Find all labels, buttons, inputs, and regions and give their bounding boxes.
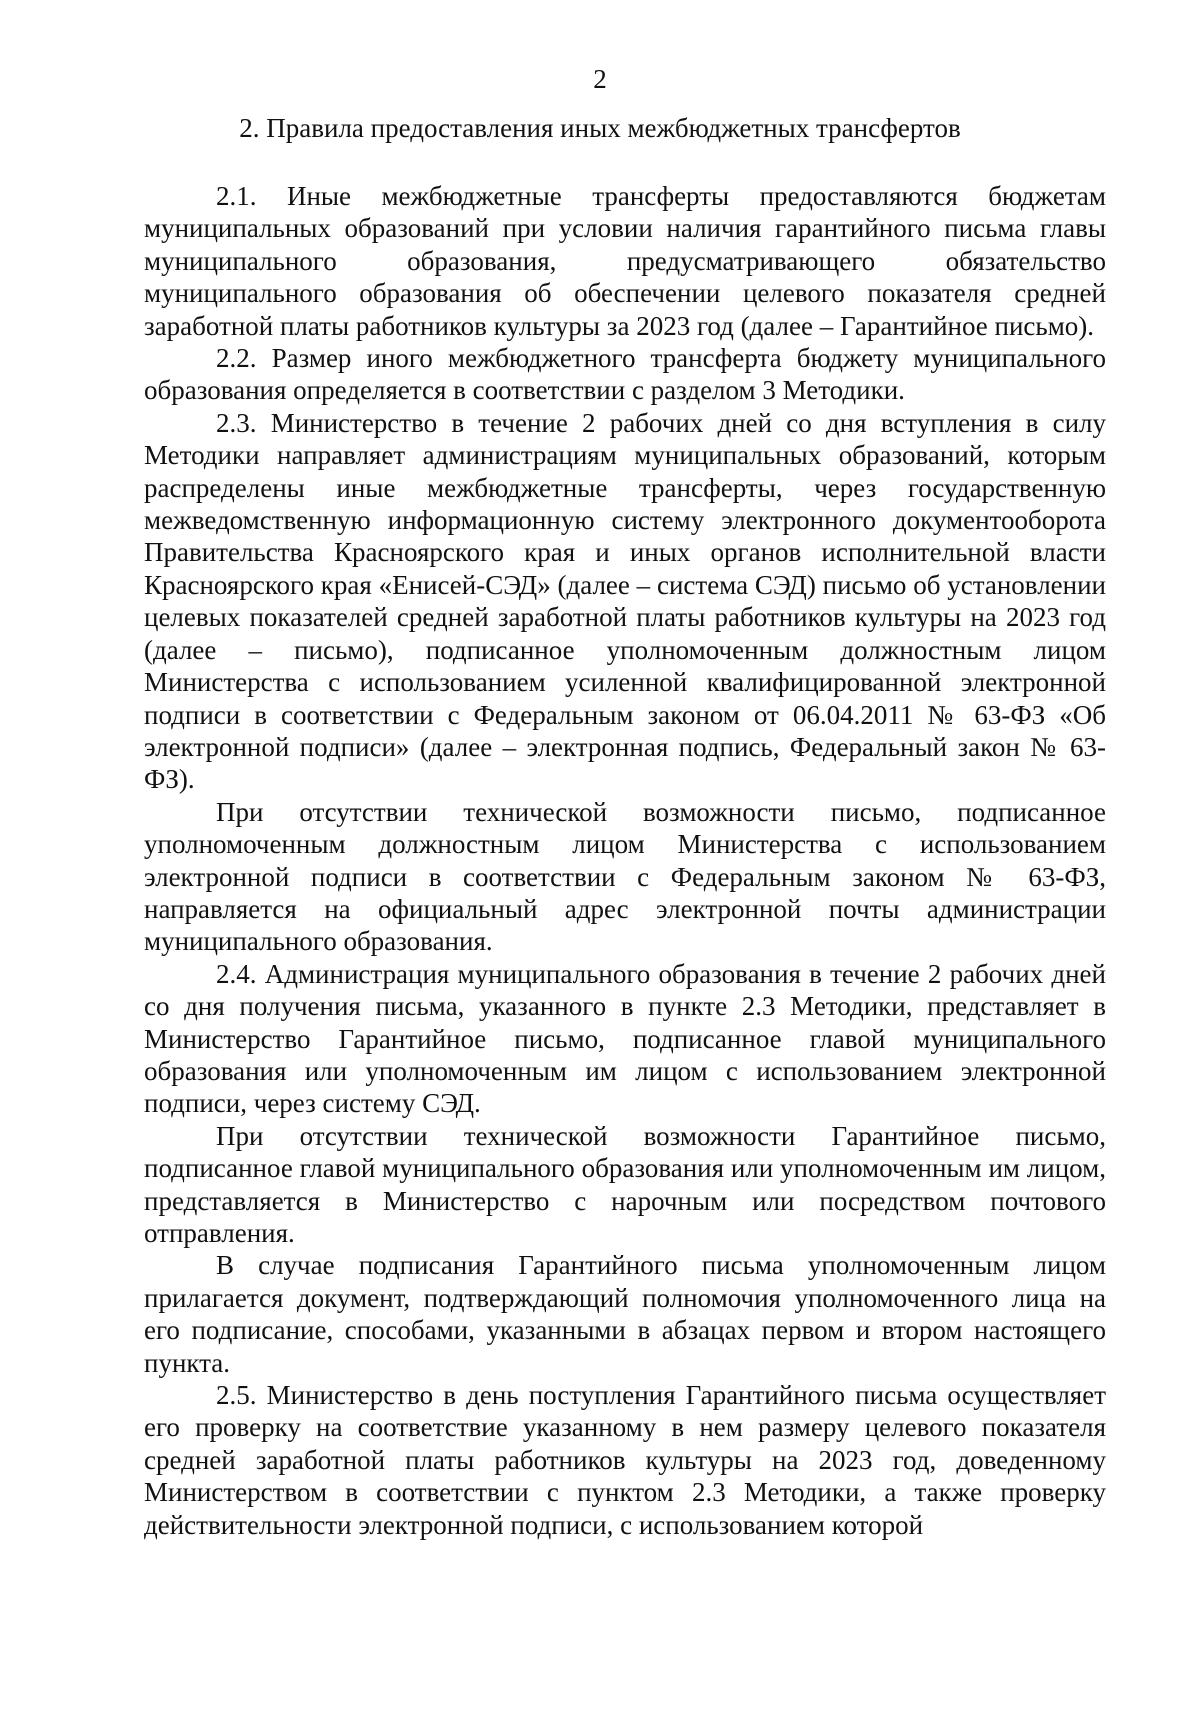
paragraph-2-3-note: При отсутствии технической возможности письмо, подписанное уполномоченным должностным лицом Министерства с использованием электронной подписи в соответствии с Федеральным законом № 63-ФЗ, направляется на официальный адрес электронной почты администрации муниципального образования.	[144, 796, 1106, 957]
paragraph-2-4-authority: В случае подписания Гарантийного письма уполномоченным лицом прилагается документ, подтверждающий полномочия уполномоченного лица на его подписание, способами, указанными в абзацах первом и втором настоящего пункта.	[144, 1250, 1106, 1378]
document-body	[144, 180, 1106, 1541]
paragraph-2-3: 2.3. Министерство в течение 2 рабочих дней со дня вступления в силу Методики направляет администрациям муниципальных образований, которым распределены иные межбюджетные трансферты, через государственную межведомственную информационную систему электронного документооборота Правительства Красноярского края и иных органов исполнительной власти Красноярского края «Енисей-СЭД» (далее – система СЭД) письмо об установлении целевых показателей средней заработной платы работников культуры на 2023 год (далее – письмо), подписанное уполномоченным должностным лицом Министерства с использованием усиленной квалифицированной электронной подписи в соответствии с Федеральным законом от 06.04.2011 № 63-ФЗ «Об электронной подписи» (далее – электронная подпись, Федеральный закон № 63-ФЗ).	[144, 407, 1106, 795]
section-title: 2. Правила предоставления иных межбюджетных трансфертов	[239, 113, 961, 143]
paragraph-2-1: 2.1. Иные межбюджетные трансферты предоставляются бюджетам муниципальных образований при условии наличия гарантийного письма главы муниципального образования, предусматривающего обязательство муниципального образования об обеспечении целевого показателя средней заработной платы работников культуры за 2023 год (далее – Гарантийное письмо).	[144, 181, 1106, 341]
paragraph-2-4: 2.4. Администрация муниципального образования в течение 2 рабочих дней со дня получения письма, указанного в пункте 2.3 Методики, представляет в Министерство Гарантийное письмо, подписанное главой муниципального образования или уполномоченным им лицом с использованием электронной подписи, через систему СЭД.	[144, 958, 1106, 1119]
paragraph-2-4-note: При отсутствии технической возможности Гарантийное письмо, подписанное главой муниципального образования или уполномоченным им лицом, представляется в Министерство с нарочным или посредством почтового отправления.	[144, 1120, 1106, 1248]
paragraph-2-5: 2.5. Министерство в день поступления Гарантийного письма осуществляет его проверку на соответствие указанному в нем размеру целевого показателя средней заработной платы работников культуры на 2023 год, доведенному Министерством в соответствии с пунктом 2.3 Методики, а также проверку действительности электронной подписи, с использованием которой	[144, 1380, 1106, 1540]
page-number: 2	[593, 64, 607, 94]
paragraph-2-2: 2.2. Размер иного межбюджетного трансферта бюджету муниципального образования определяется в соответствии с разделом 3 Методики.	[144, 343, 1106, 406]
